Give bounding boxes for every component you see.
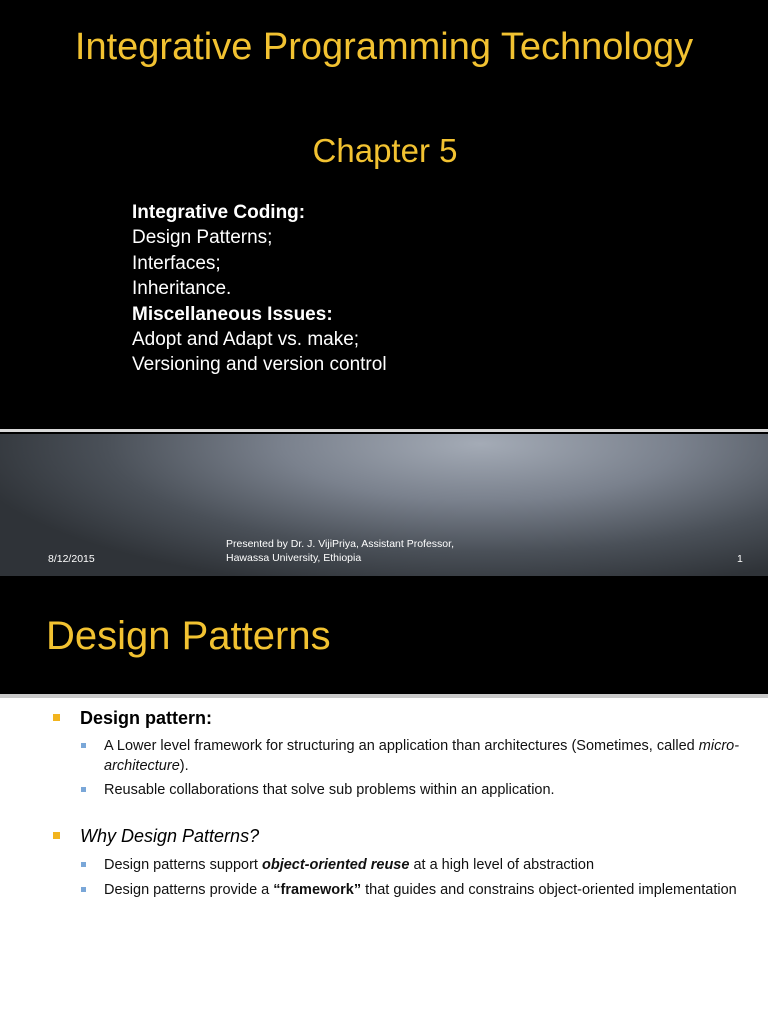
footer-divider (0, 429, 768, 432)
topic-line: Integrative Coding: (132, 202, 306, 223)
topic-line: Miscellaneous Issues: (132, 303, 333, 325)
bullet-item (80, 826, 259, 847)
emphasis: object-oriented reuse (261, 857, 410, 873)
presenter-line: Presented by Dr. J. VijiPriya, Assistant Professor, (226, 538, 454, 550)
presenter-line: Hawassa University, Ethiopia (226, 552, 362, 564)
bullet-item (80, 708, 212, 729)
square-bullet-icon (53, 832, 60, 839)
chapter-heading: Chapter 5 (312, 132, 458, 169)
footer-date: 8/12/2015 (48, 553, 95, 565)
emphasis: “framework” (273, 882, 362, 898)
topic-line: Design Patterns; (132, 227, 273, 249)
topic-line: Inheritance. (132, 278, 232, 300)
square-sub-bullet-icon (81, 887, 86, 892)
square-bullet-icon (53, 714, 60, 721)
slide-title: Design Patterns (46, 614, 331, 658)
sub-bullet-item: Reusable collaborations that solve sub problems within an application. (104, 780, 744, 800)
square-sub-bullet-icon (81, 787, 86, 792)
bullet-label: Why Design Patterns? (80, 826, 260, 846)
bullet-label: Design pattern: (80, 708, 213, 728)
presentation-title: Integrative Programming Technology (74, 26, 694, 68)
square-sub-bullet-icon (81, 862, 86, 867)
slide-number: 1 (737, 553, 743, 565)
content-slide (0, 576, 768, 1024)
header-divider (0, 694, 768, 698)
sub-bullet-item: A Lower level framework for structuring an application than architectures (Sometimes, called micro-architecture). (104, 736, 744, 776)
slide-header (0, 576, 768, 694)
footer-presenter (226, 537, 454, 565)
topic-line: Adopt and Adapt vs. make; (132, 329, 360, 351)
topic-line: Interfaces; (132, 252, 221, 274)
square-sub-bullet-icon (81, 743, 86, 748)
sub-bullet-item: Design patterns support object-oriented reuse at a high level of abstraction (104, 855, 744, 875)
topic-line: Versioning and version control (132, 354, 387, 376)
sub-bullet-item: Design patterns provide a “framework” that guides and constrains object-oriented implementation (104, 880, 744, 900)
emphasis: micro-architecture (104, 738, 740, 774)
chapter-topics (132, 200, 387, 378)
